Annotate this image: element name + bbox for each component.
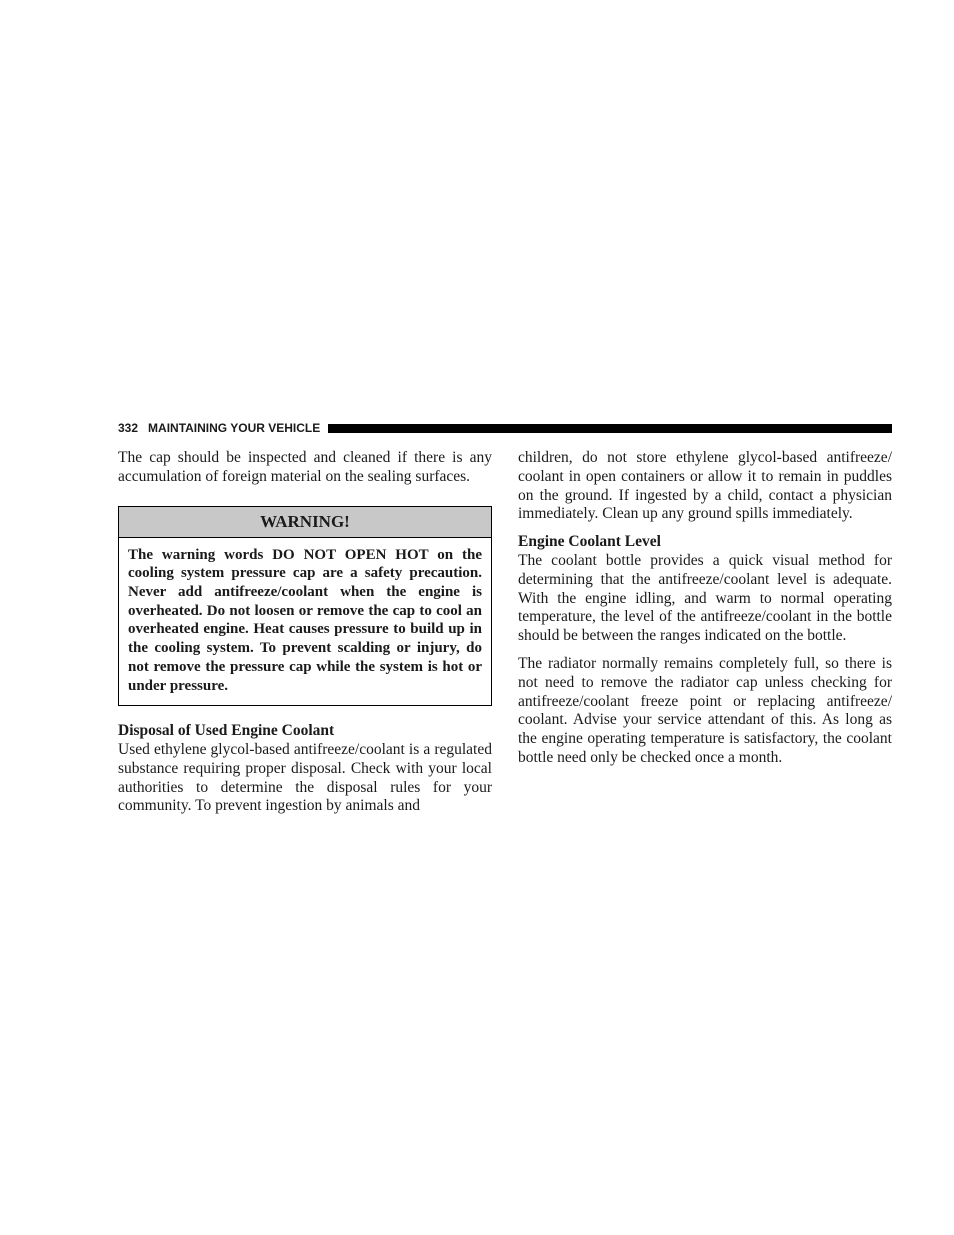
page-header — [118, 420, 892, 436]
warning-title: WARNING! — [119, 507, 491, 538]
left-column — [118, 449, 492, 816]
warning-body: The warning words DO NOT OPEN HOT on the cooling system pressure cap are a safety precaution. Never add antifreeze/coolant when the engine is overheated. Do not loosen or remove the cap to cool an overheated engine. Heat causes pressure to build up in the cooling system. To prevent scalding or injury, do not remove the pressure cap while the system is hot or under pressure. — [128, 546, 482, 694]
radiator-paragraph: The radiator normally remains completely full, so there is not need to remove the radiator cap unless checking for antifreeze/coolant freeze point or replacing antifreeze/ coolant. Advise your service attendant of this. As long as the engine operating temperature is satisfactory, the coolant bottle need only be checked once a month. — [518, 654, 892, 766]
coolant-level-heading: Engine Coolant Level — [518, 533, 661, 551]
disposal-paragraph: Used ethylene glycol-based antifreeze/coolant is a regulated substance requiring proper disposal. Check with your local authorities to determine the disposal rules for your community. To prevent ingestion by animals and — [118, 741, 492, 815]
coolant-level-paragraph: The coolant bottle provides a quick visual method for determining that the antifreeze/coolant level is adequate. With the engine idling, and warm to normal operating temperature, the level of the antifreeze/coolant in the bottle should be between the ranges indicated on the bottle. — [518, 551, 892, 645]
disposal-heading: Disposal of Used Engine Coolant — [118, 722, 335, 740]
section-title: MAINTAINING YOUR VEHICLE — [148, 421, 321, 435]
warning-box — [118, 506, 492, 707]
right-column — [518, 449, 892, 768]
header-rule — [328, 424, 892, 433]
continuation-paragraph: children, do not store ethylene glycol-based antifreeze/ coolant in open containers or allow it to remain in puddles on the ground. If ingested by a child, contact a physician immediately. Clean up any ground spills immediately. — [518, 449, 892, 523]
page-number: 332 — [118, 421, 139, 435]
intro-paragraph: The cap should be inspected and cleaned if there is any accumulation of foreign material on the sealing surfaces. — [118, 449, 492, 485]
